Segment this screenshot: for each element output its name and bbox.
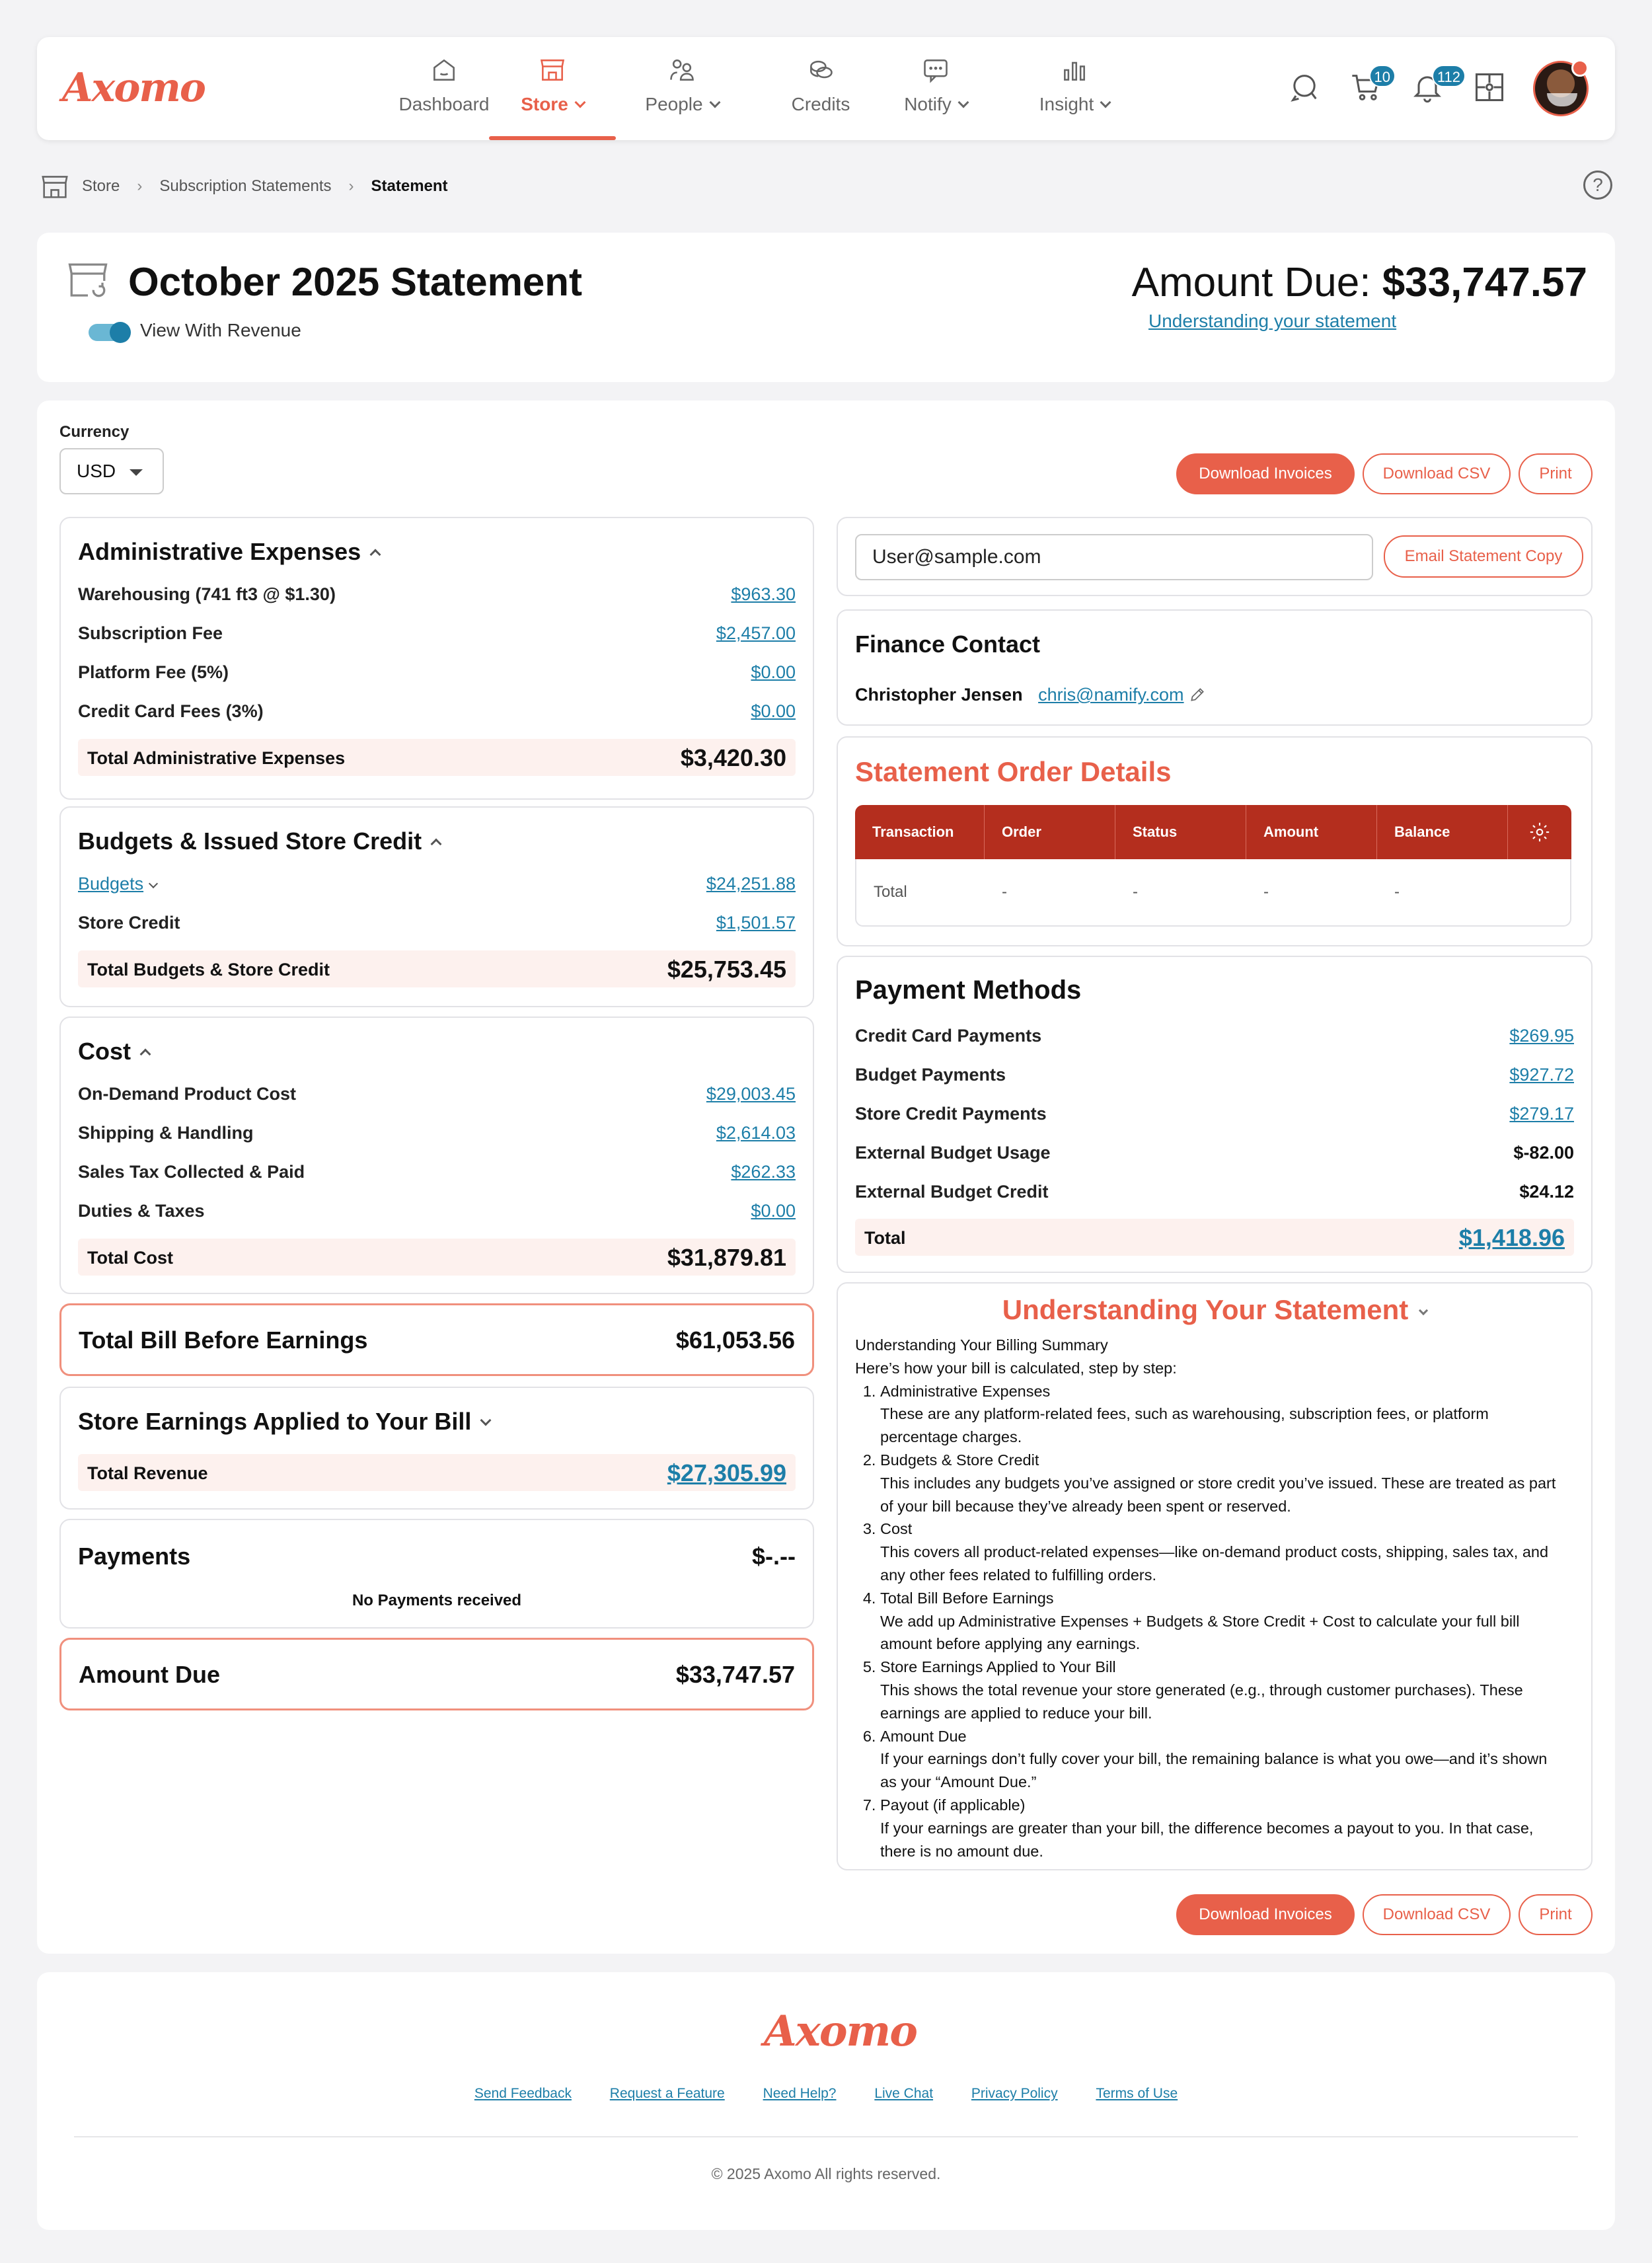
print-button-bottom[interactable]: Print (1519, 1894, 1593, 1935)
list-item (880, 1725, 1565, 1794)
nav-credits-label: Credits (791, 94, 850, 114)
table-cell: - (985, 859, 1115, 927)
total-label: Total (864, 1228, 906, 1248)
section-title: Budgets & Issued Store Credit (78, 827, 422, 855)
chevron-down-icon (480, 1415, 492, 1426)
cost-toggle[interactable] (78, 1038, 149, 1065)
row-value-link[interactable]: $0.00 (751, 701, 796, 721)
section-title: Administrative Expenses (78, 538, 361, 565)
bar-chart-icon (1060, 56, 1089, 85)
chevron-right-icon: › (348, 177, 354, 195)
nav-store[interactable] (489, 56, 616, 140)
coins-icon (806, 56, 835, 85)
statement-order-details-section (837, 736, 1593, 946)
finance-contact-section (837, 609, 1593, 726)
breadcrumb-subscription-statements[interactable]: Subscription Statements (159, 177, 332, 195)
step-title: Amount Due (880, 1727, 967, 1745)
budgets-link[interactable]: Budgets (78, 874, 144, 894)
storefront-icon (40, 173, 70, 200)
list-item (880, 1656, 1565, 1724)
row-value-link[interactable]: $0.00 (751, 1201, 796, 1221)
edit-pencil-icon[interactable] (1189, 686, 1206, 703)
payments-value: $-.-- (752, 1543, 796, 1570)
table-settings[interactable] (1508, 805, 1571, 859)
currency-select[interactable]: USD (59, 448, 164, 494)
bill-before-value: $61,053.56 (675, 1326, 795, 1354)
row-value-link[interactable]: $1,501.57 (716, 913, 796, 933)
total-revenue-row (78, 1454, 796, 1491)
chevron-down-icon (574, 97, 585, 108)
row-value: $-82.00 (1513, 1143, 1574, 1163)
bell-icon[interactable] (1410, 69, 1460, 107)
row-label: On-Demand Product Cost (78, 1084, 297, 1104)
nav-dashboard-label: Dashboard (398, 94, 490, 114)
row-value-link[interactable]: $2,457.00 (716, 623, 796, 643)
gear-icon[interactable] (1528, 821, 1551, 843)
request-feature-link[interactable]: Request a Feature (609, 2086, 725, 2101)
budgets-section (59, 806, 814, 1007)
column-header[interactable]: Status (1115, 805, 1246, 859)
amount-due-box-value: $33,747.57 (675, 1661, 795, 1688)
list-item (880, 1449, 1565, 1517)
chevron-down-icon (709, 97, 720, 108)
email-input[interactable]: User@sample.com (855, 534, 1373, 580)
step-desc: This covers all product-related expenses—like on-demand product costs, shipping, sales tax, and any other fees related to fulfilling orders. (880, 1543, 1549, 1584)
no-payments-text: No Payments received (352, 1592, 522, 1609)
payment-methods-title: Payment Methods (855, 976, 1082, 1005)
finance-contact-name: Christopher Jensen (855, 685, 1023, 705)
currency-label: Currency (59, 423, 130, 441)
step-desc: If your earnings are greater than your bill, the difference becomes a payout to you. In that case, there is no amount due. (880, 1819, 1534, 1860)
row-value: $24.12 (1519, 1182, 1574, 1202)
row-label: Store Credit Payments (855, 1104, 1047, 1124)
chevron-up-icon (431, 839, 442, 850)
section-title: Cost (78, 1038, 131, 1065)
cost-section (59, 1016, 814, 1294)
list-item (880, 1794, 1565, 1862)
breadcrumb (40, 171, 448, 202)
step-desc: This shows the total revenue your store generated (e.g., through customer purchases). These earnings are applied to reduce your bill. (880, 1681, 1523, 1722)
breadcrumb-store[interactable]: Store (82, 177, 120, 195)
admin-total-row (78, 739, 796, 776)
admin-row (78, 580, 796, 609)
bill-before-label: Total Bill Before Earnings (79, 1326, 368, 1354)
row-value-link[interactable]: $2,614.03 (716, 1123, 796, 1143)
amount-due-box (59, 1638, 814, 1710)
row-value-link[interactable]: $963.30 (731, 584, 796, 604)
view-with-revenue-toggle[interactable] (89, 324, 128, 341)
understanding-steps (880, 1380, 1565, 1863)
chevron-up-icon (140, 1049, 151, 1060)
copyright-text: © 2025 Axomo All rights reserved. (711, 2165, 941, 2182)
step-title: Administrative Expenses (880, 1382, 1051, 1400)
amount-due-label: Amount Due: (1131, 260, 1382, 305)
understanding-title: Understanding Your Statement (1002, 1294, 1409, 1325)
cost-total-row (78, 1239, 796, 1276)
top-navbar (37, 37, 1615, 140)
total-label: Total Budgets & Store Credit (87, 960, 330, 979)
table-cell: Total (855, 859, 985, 927)
row-label: External Budget Usage (855, 1143, 1051, 1163)
row-label: Credit Card Fees (3%) (78, 701, 264, 721)
total-bill-before-earnings (59, 1303, 814, 1376)
column-header[interactable]: Amount (1246, 805, 1377, 859)
table-cell (1508, 859, 1571, 927)
payments-section (59, 1519, 814, 1629)
payment-row (855, 1100, 1574, 1129)
column-header[interactable]: Balance (1377, 805, 1508, 859)
send-feedback-link[interactable]: Send Feedback (474, 2086, 572, 2101)
nav-insight[interactable] (999, 56, 1150, 140)
step-title: Budgets & Store Credit (880, 1451, 1039, 1469)
list-item (880, 1380, 1565, 1449)
table-row (855, 859, 1571, 927)
understanding-toggle[interactable] (838, 1294, 1591, 1326)
footer-links (37, 2086, 1615, 2102)
table-cell: - (1246, 859, 1377, 927)
finance-contact-title: Finance Contact (855, 631, 1041, 658)
chevron-right-icon: › (137, 177, 143, 195)
nav-notify-label: Notify (904, 94, 952, 114)
payment-row (855, 1178, 1574, 1207)
store-earnings-section (59, 1387, 814, 1510)
administrative-expenses-toggle[interactable] (78, 538, 379, 566)
payment-row (855, 1061, 1574, 1090)
download-csv-button[interactable]: Download CSV (1363, 453, 1511, 494)
statement-header (37, 233, 1615, 382)
row-value-link[interactable]: $269.95 (1509, 1026, 1574, 1046)
payment-row (855, 1022, 1574, 1051)
notification-count-badge: 112 (1432, 65, 1466, 87)
table-header-row (855, 805, 1571, 859)
help-icon[interactable]: ? (1583, 171, 1612, 200)
nav-store-label: Store (521, 94, 568, 114)
row-value-link[interactable]: $0.00 (751, 662, 796, 682)
amount-due-box-label: Amount Due (79, 1661, 220, 1688)
table-cell: - (1115, 859, 1246, 927)
payment-total-row (855, 1219, 1574, 1256)
nav-people-label: People (645, 94, 703, 114)
step-desc: This includes any budgets you’ve assigned or store credit you’ve issued. These are treated as part of your bill because they’ve already been spent or reserved. (880, 1474, 1556, 1515)
nav-people[interactable] (616, 56, 748, 140)
toggle-label: View With Revenue (140, 320, 301, 340)
total-label: Total Revenue (87, 1463, 208, 1483)
payment-row (855, 1139, 1574, 1168)
email-statement-copy-button[interactable]: Email Statement Copy (1384, 535, 1583, 578)
understanding-statement-section (837, 1282, 1593, 1870)
email-statement-section (837, 517, 1593, 596)
footer (37, 1972, 1615, 2230)
total-label: Total Administrative Expenses (87, 748, 346, 768)
axomo-logo[interactable]: Axomo (62, 65, 205, 111)
breadcrumb-current: Statement (371, 177, 448, 195)
admin-row (78, 697, 796, 726)
step-desc: We add up Administrative Expenses + Budgets & Store Credit + Cost to calculate your full bill amount before applying any earnings. (880, 1612, 1520, 1653)
chevron-up-icon (370, 549, 381, 560)
privacy-policy-link[interactable]: Privacy Policy (971, 2086, 1058, 2101)
row-label: Warehousing (741 ft3 @ $1.30) (78, 584, 336, 604)
amount-due-heading (1132, 259, 1587, 306)
statement-body (37, 401, 1615, 1954)
order-details-table (855, 805, 1571, 927)
row-label: Platform Fee (5%) (78, 662, 229, 682)
budgets-row (78, 870, 796, 899)
column-header[interactable]: Order (985, 805, 1115, 859)
budgets-total-row (78, 950, 796, 987)
list-item (880, 1587, 1565, 1656)
chevron-down-icon (1419, 1306, 1428, 1315)
total-value: $31,879.81 (667, 1244, 786, 1271)
understanding-body (855, 1334, 1565, 1862)
row-value-link[interactable]: $24,251.88 (706, 874, 796, 894)
live-chat-link[interactable]: Live Chat (874, 2086, 934, 2101)
page-title: October 2025 Statement (128, 260, 582, 304)
admin-row (78, 658, 796, 687)
understanding-intro: Understanding Your Billing Summary (855, 1336, 1108, 1354)
download-csv-button-bottom[interactable]: Download CSV (1363, 1894, 1511, 1935)
avatar-status-icon (1571, 59, 1589, 77)
row-value-link[interactable]: $29,003.45 (706, 1084, 796, 1104)
need-help-link[interactable]: Need Help? (763, 2086, 837, 2101)
print-button[interactable]: Print (1519, 453, 1593, 494)
download-invoices-button[interactable]: Download Invoices (1176, 453, 1355, 494)
axomo-logo[interactable]: Axomo (764, 2007, 917, 2056)
storefront-icon (538, 56, 567, 85)
store-earnings-toggle[interactable] (78, 1408, 490, 1436)
column-header[interactable]: Transaction (855, 805, 985, 859)
total-label: Total Cost (87, 1248, 173, 1268)
row-value-link[interactable]: $262.33 (731, 1162, 796, 1182)
cart-icon[interactable] (1349, 69, 1390, 107)
cost-row (78, 1080, 796, 1109)
row-value-link[interactable]: $279.17 (1509, 1104, 1574, 1124)
step-title: Payout (if applicable) (880, 1796, 1026, 1814)
table-cell: - (1377, 859, 1508, 927)
message-icon (921, 56, 950, 85)
finance-contact-email[interactable]: chris@namify.com (1038, 685, 1184, 705)
row-label: Sales Tax Collected & Paid (78, 1162, 305, 1182)
cost-row (78, 1119, 796, 1148)
row-label: Budget Payments (855, 1065, 1006, 1085)
row-label: Duties & Taxes (78, 1201, 205, 1221)
puzzle-icon[interactable] (1472, 70, 1509, 107)
home-icon (430, 56, 459, 85)
step-desc: These are any platform-related fees, such as warehousing, subscription fees, or platform percentage charges. (880, 1405, 1489, 1446)
chevron-down-icon (1100, 97, 1111, 108)
download-invoices-button-bottom[interactable]: Download Invoices (1176, 1894, 1355, 1935)
payment-total-link[interactable]: $1,418.96 (1458, 1224, 1565, 1251)
admin-row (78, 619, 796, 648)
order-details-title: Statement Order Details (855, 756, 1172, 787)
administrative-expenses-section (59, 517, 814, 800)
total-revenue-link[interactable]: $27,305.99 (667, 1459, 786, 1486)
store-refresh-icon (66, 259, 112, 305)
row-label: External Budget Credit (855, 1182, 1049, 1202)
nav-insight-label: Insight (1039, 94, 1094, 114)
people-icon (667, 56, 696, 85)
terms-of-use-link[interactable]: Terms of Use (1096, 2086, 1178, 2101)
total-value: $25,753.45 (667, 956, 786, 983)
chevron-down-icon[interactable] (149, 879, 158, 888)
payment-methods-section (837, 956, 1593, 1273)
row-value-link[interactable]: $927.72 (1509, 1065, 1574, 1085)
row-label: Credit Card Payments (855, 1026, 1042, 1046)
budgets-toggle[interactable] (78, 827, 440, 855)
total-value: $3,420.30 (680, 744, 786, 771)
amount-due-value: $33,747.57 (1382, 260, 1587, 305)
row-label: Shipping & Handling (78, 1123, 254, 1143)
chevron-down-icon (957, 97, 969, 108)
section-title: Store Earnings Applied to Your Bill (78, 1408, 472, 1435)
step-title: Store Earnings Applied to Your Bill (880, 1658, 1116, 1676)
step-title: Total Bill Before Earnings (880, 1589, 1054, 1607)
nav-notify[interactable] (871, 56, 1000, 140)
step-desc: If your earnings don’t fully cover your bill, the remaining balance is what you owe—and it’s shown as your “Amount Due.” (880, 1750, 1548, 1791)
list-item (880, 1517, 1565, 1586)
row-label: Store Credit (78, 913, 180, 933)
row-label: Subscription Fee (78, 623, 223, 643)
cart-count-badge: 10 (1369, 65, 1396, 87)
step-title: Cost (880, 1520, 913, 1538)
understanding-intro: Here’s how your bill is calculated, step by step: (855, 1359, 1177, 1377)
understanding-statement-link[interactable]: Understanding your statement (1148, 311, 1397, 331)
cost-row (78, 1197, 796, 1226)
footer-divider (74, 2136, 1578, 2137)
cost-row (78, 1158, 796, 1187)
search-chat-icon[interactable] (1287, 70, 1324, 107)
budgets-row (78, 909, 796, 938)
payments-label: Payments (78, 1543, 191, 1570)
